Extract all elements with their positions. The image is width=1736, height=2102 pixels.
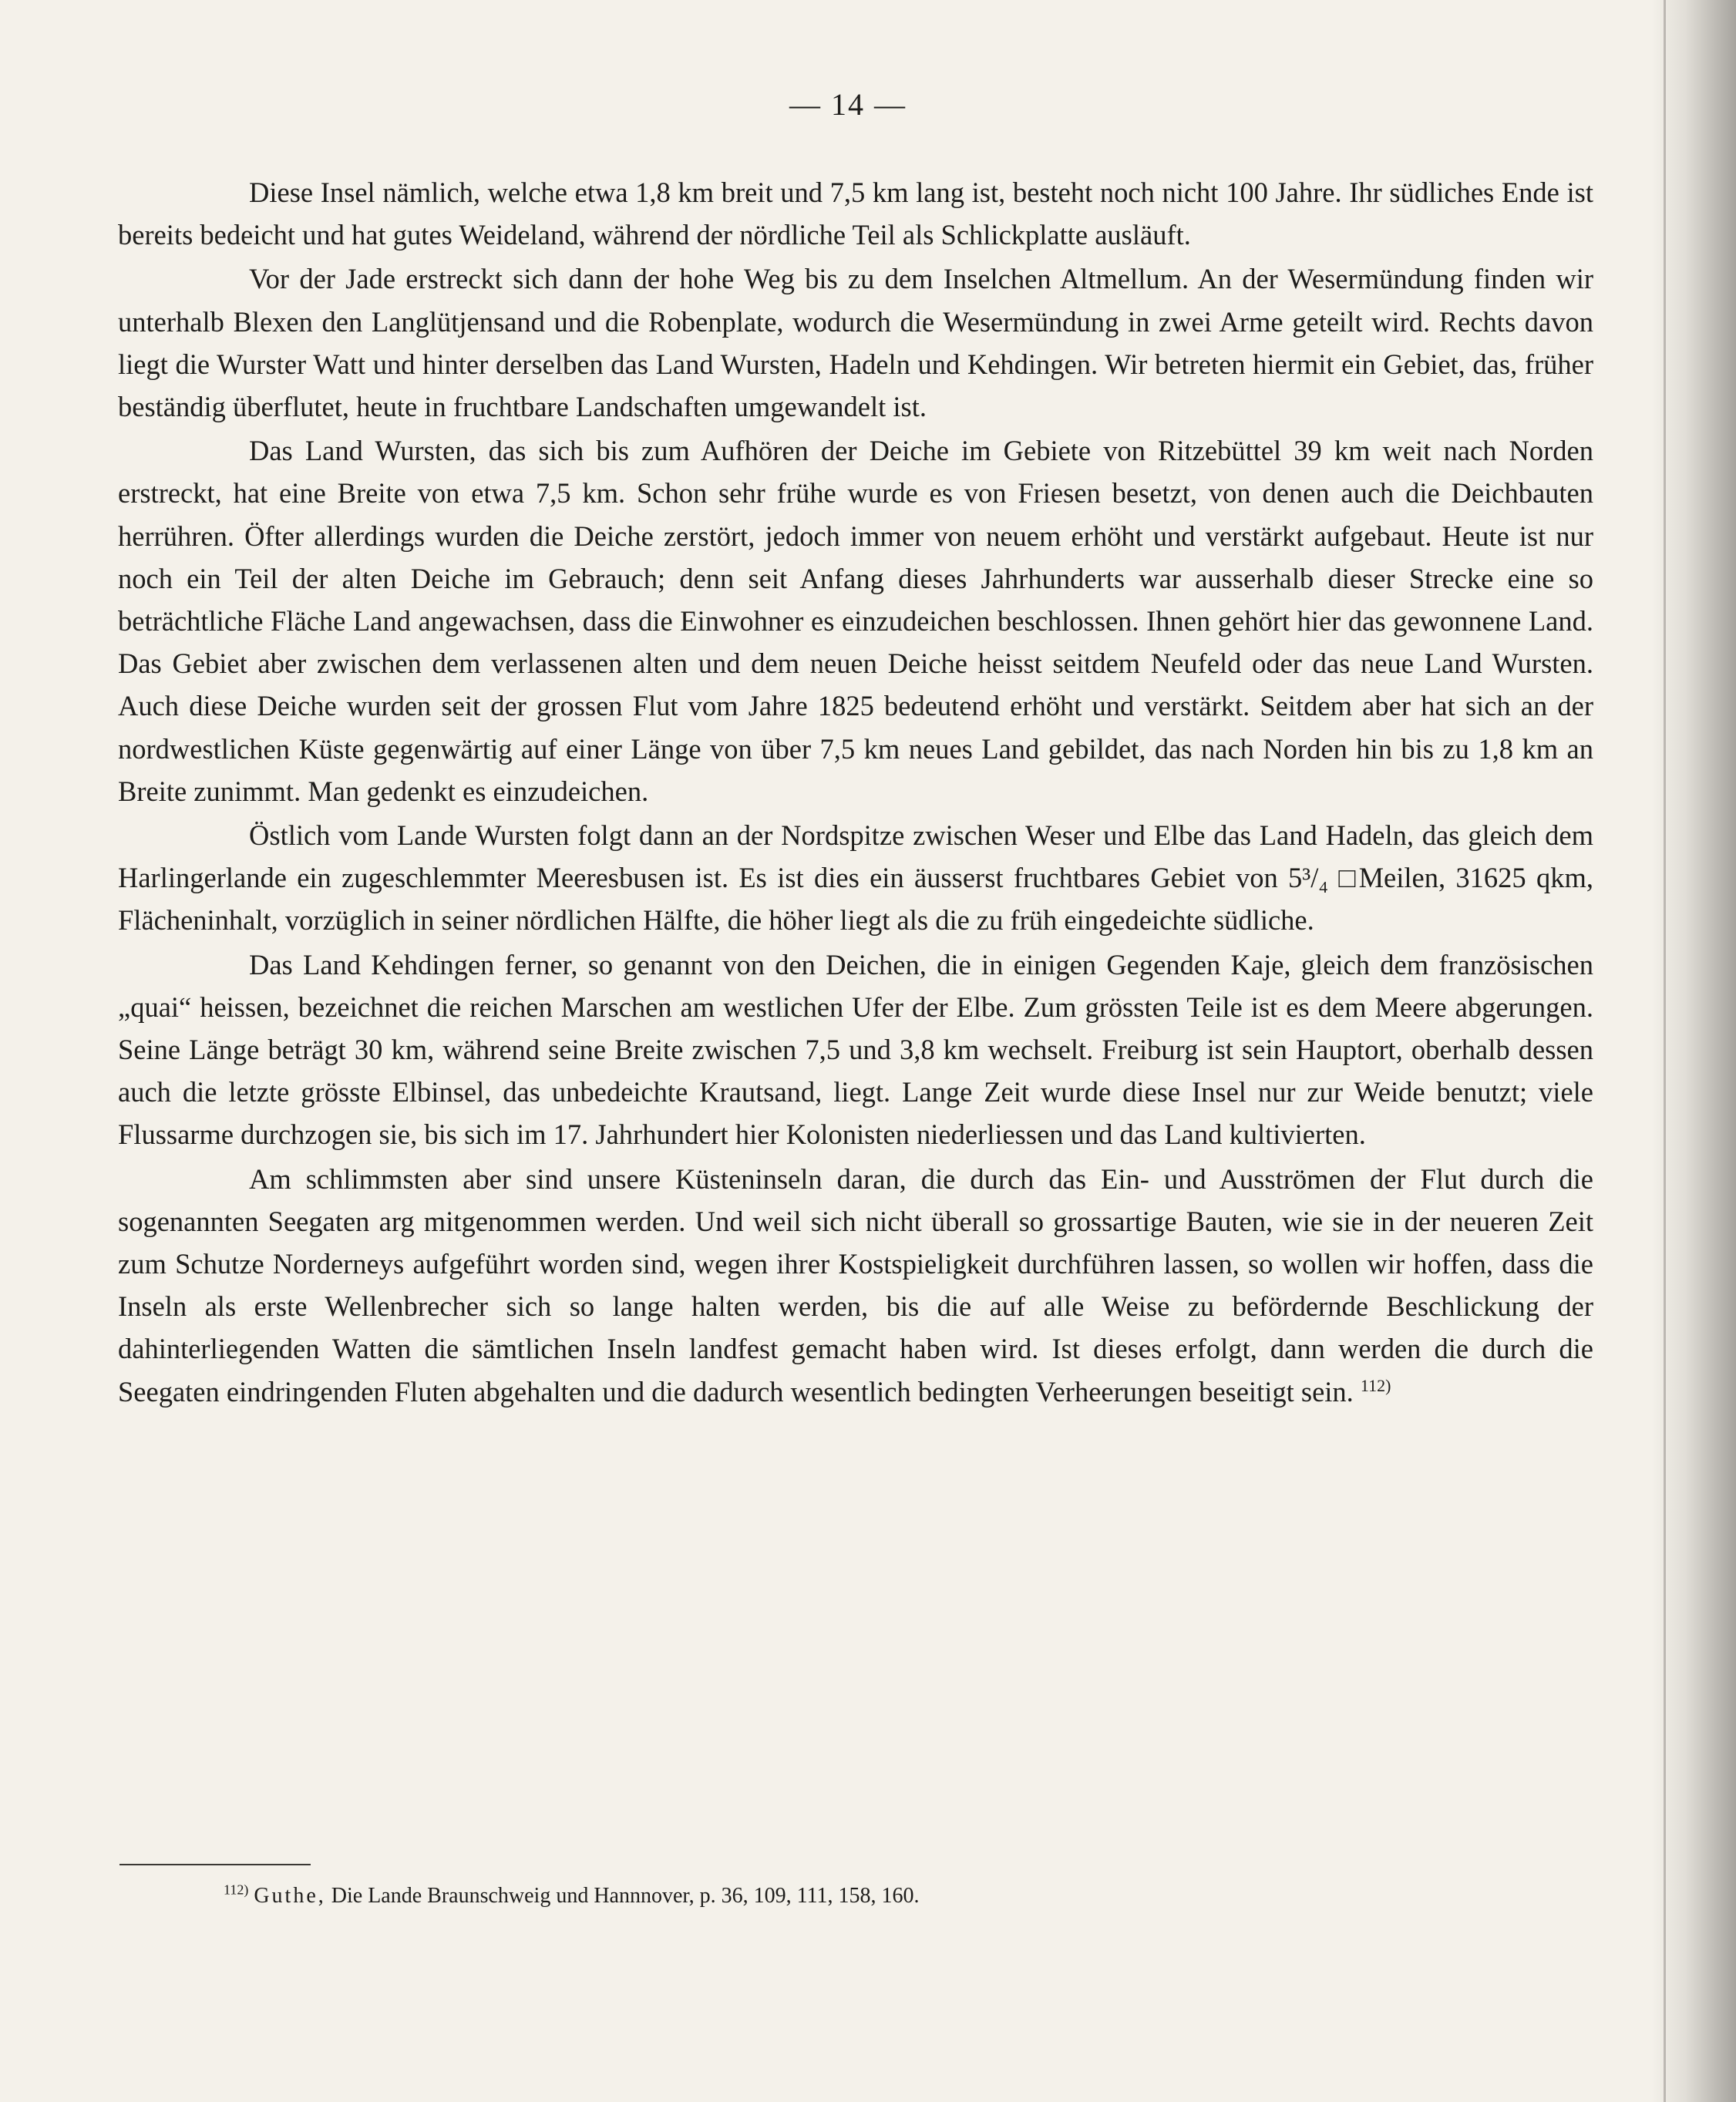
footnote: [224, 1881, 1457, 1912]
paragraph-4: Östlich vom Lande Wursten folgt dann an der Nordspitze zwischen Weser und Elbe das Land Hadeln, das gleich dem Harlingerlande ein zugeschlemmter Meeresbusen ist. Es ist dies ein äusserst fruchtbares Gebiet von 5³/₄ □Meilen, 31625 qkm, Flächeninhalt, vorzüglich in seiner nördlichen Hälfte, die höher liegt als die zu früh eingedeichte südliche.: [118, 819, 1593, 937]
page-edge-shadow: [1651, 0, 1736, 2102]
footnote-text: Die Lande Braunschweig und Hannnover, p. 36, 109, 111, 158, 160.: [325, 1884, 920, 1908]
paragraph-5: Das Land Kehdingen ferner, so genannt von den Deichen, die in einigen Gegenden Kaje, gleich dem französischen „quai“ heissen, bezeichnet die reichen Marschen am westlichen Ufer der Elbe. Zum grössten Teile ist es dem Meere abgerungen. Seine Länge beträgt 30 km, während seine Breite zwischen 7,5 und 3,8 km wechselt. Freiburg ist sein Hauptort, oberhalb dessen auch die letzte grösste Elbinsel, das unbedeichte Krautsand, liegt. Lange Zeit wurde diese Insel nur zur Weide benutzt; viele Flussarme durchzogen sie, bis sich im 17. Jahrhundert hier Kolonisten niederliessen und das Land kultivierten.: [118, 948, 1593, 1151]
paragraph-6: [118, 1158, 1593, 1413]
paragraph-3: Das Land Wursten, das sich bis zum Aufhören der Deiche im Gebiete von Ritzebüttel 39 km weit nach Norden erstreckt, hat eine Breite von etwa 7,5 km. Schon sehr frühe wurde es von Friesen besetzt, von denen auch die Deichbauten herrühren. Öfter allerdings wurden die Deiche zerstört, jedoch immer von neuem erhöht und verstärkt aufgebaut. Heute ist nur noch ein Teil der alten Deiche im Gebrauch; denn seit Anfang dieses Jahrhunderts war ausserhalb dieser Strecke eine so beträchtliche Fläche Land angewachsen, dass die Einwohner es einzudeichen beschlossen. Ihnen gehört hier das gewonnene Land. Das Gebiet aber zwischen dem verlassenen alten und dem neuen Deiche heisst seitdem Neufeld oder das neue Land Wursten. Auch diese Deiche wurden seit der grossen Flut vom Jahre 1825 bedeutend erhöht und verstärkt. Seitdem aber hat sich an der nordwestlichen Küste gegenwärtig auf einer Länge von über 7,5 km neues Land gebildet, das nach Norden hin bis zu 1,8 km an Breite zunimmt. Man gedenkt es einzudeichen.: [118, 435, 1593, 807]
footnote-author: Guthe,: [254, 1884, 326, 1908]
paragraph-2: Vor der Jade erstreckt sich dann der hohe Weg bis zu dem Inselchen Altmellum. An der Wesermündung finden wir unterhalb Blexen den Langlütjensand und die Robenplate, wodurch die Wesermündung in zwei Arme geteilt wird. Rechts davon liegt die Wurster Watt und hinter derselben das Land Wursten, Hadeln und Kehdingen. Wir betreten hiermit ein Gebiet, das, früher beständig überflutet, heute in fruchtbare Landschaften umgewandelt ist.: [118, 263, 1593, 423]
footnote-mark: 112): [224, 1882, 249, 1898]
body-text: [118, 171, 1593, 1413]
footnote-reference: 112): [1360, 1375, 1391, 1395]
footnote-separator: [119, 1864, 311, 1865]
paragraph-6-text: Am schlimmsten aber sind unsere Küsteninseln daran, die durch das Ein- und Ausströmen der Flut durch die sogenannten Seegaten arg mitgenommen werden. Und weil sich nicht überall so grossartige Bauten, wie sie in der neueren Zeit zum Schutze Norderneys aufgeführt worden sind, wegen ihrer Kostspieligkeit durchführen lassen, so wollen wir hoffen, dass die Inseln als erste Wellenbrecher sich so lange halten werden, bis die auf alle Weise zu befördernde Beschlickung der dahinterliegenden Watten die sämtlichen Inseln landfest gemacht haben wird. Ist dieses erfolgt, dann werden die durch die Seegaten eindringenden Fluten abgehalten und die dadurch wesentlich bedingten Verheerungen beseitigt sein.: [118, 1162, 1593, 1407]
paragraph-1: Diese Insel nämlich, welche etwa 1,8 km breit und 7,5 km lang ist, besteht noch nicht 100 Jahre. Ihr südliches Ende ist bereits bedeicht und hat gutes Weideland, während der nördliche Teil als Schlickplatte ausläuft.: [118, 177, 1593, 251]
page-number: — 14 —: [789, 87, 907, 122]
